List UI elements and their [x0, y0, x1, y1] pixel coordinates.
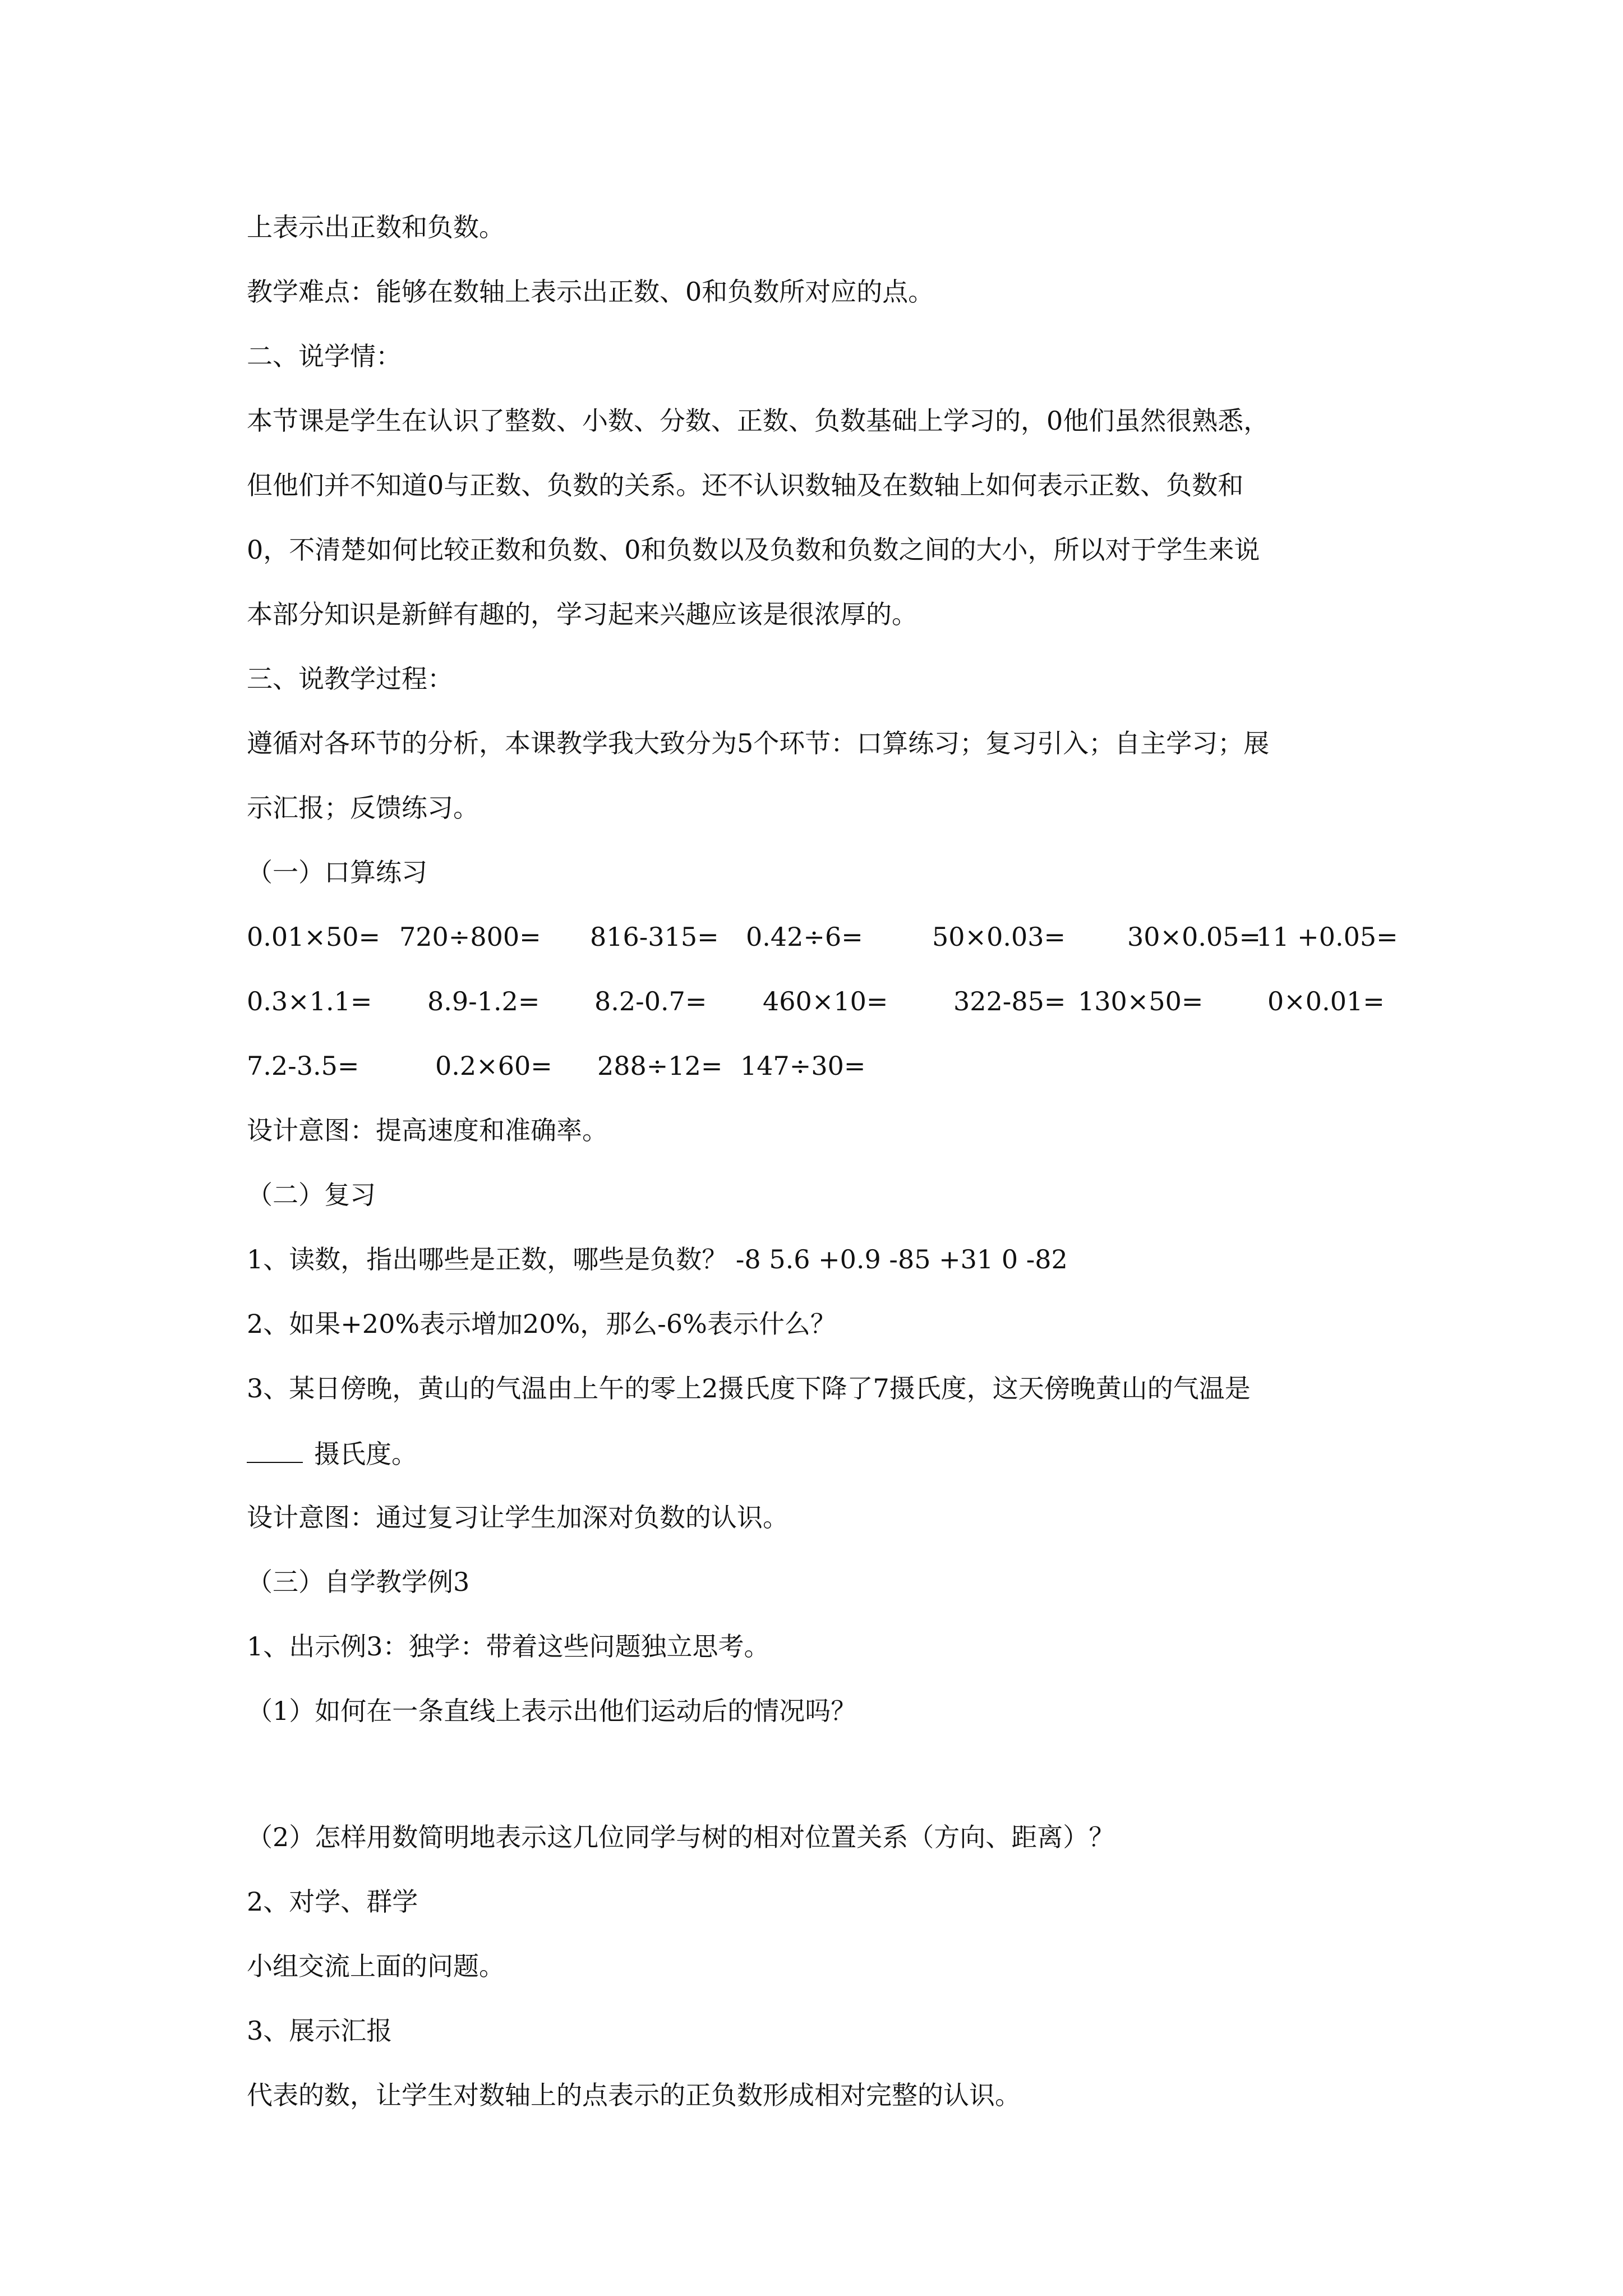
- paragraph: 本节课是学生在认识了整数、小数、分数、正数、负数基础上学习的，0他们虽然很熟悉，: [247, 406, 1270, 436]
- math-item: 0.42÷6=: [746, 922, 863, 952]
- paragraph: 上表示出正数和负数。: [247, 212, 505, 242]
- math-item: 322-85=: [953, 986, 1066, 1016]
- math-item: 0×0.01=: [1267, 986, 1385, 1016]
- paragraph: 3、展示汇报: [247, 2016, 393, 2046]
- math-item: 720÷800=: [399, 922, 541, 952]
- blank-suffix: 摄氏度。: [314, 1439, 417, 1469]
- paragraph: （2）怎样用数简明地表示这几位同学与树的相对位置关系（方向、距离）？: [247, 1822, 1115, 1852]
- math-item: 0.3×1.1=: [247, 986, 372, 1016]
- paragraph: 小组交流上面的问题。: [247, 1951, 505, 1981]
- paragraph: [247, 1436, 417, 1471]
- math-item: 8.2-0.7=: [594, 986, 707, 1016]
- paragraph: 教学难点：能够在数轴上表示出正数、0和负数所对应的点。: [247, 277, 934, 307]
- paragraph: 但他们并不知道0与正数、负数的关系。还不认识数轴及在数轴上如何表示正数、负数和: [247, 470, 1244, 500]
- math-item: 460×10=: [763, 986, 888, 1016]
- math-item: 30×0.05=: [1127, 922, 1261, 952]
- section-heading: 二、说学情：: [247, 341, 402, 371]
- paragraph: 代表的数，让学生对数轴上的点表示的正负数形成相对完整的认识。: [247, 2080, 1021, 2110]
- paragraph: 遵循对各环节的分析，本课教学我大致分为5个环节：口算练习；复习引入；自主学习；展: [247, 728, 1270, 758]
- math-item: 7.2-3.5=: [247, 1051, 359, 1081]
- math-item: 0.2×60=: [435, 1051, 552, 1081]
- math-item: 147÷30=: [740, 1051, 866, 1081]
- paragraph: （1）如何在一条直线上表示出他们运动后的情况吗？: [247, 1696, 857, 1726]
- paragraph: 设计意图：通过复习让学生加深对负数的认识。: [247, 1502, 789, 1533]
- paragraph: 示汇报；反馈练习。: [247, 793, 479, 823]
- paragraph: 1、读数，指出哪些是正数，哪些是负数？ -8 5.6 +0.9 -85 +31 0 -82: [247, 1244, 1068, 1274]
- math-item: 288÷12=: [597, 1051, 723, 1081]
- math-item: 130×50=: [1078, 986, 1204, 1016]
- math-item: 816-315=: [590, 922, 719, 952]
- subsection-heading: （三）自学教学例3: [247, 1567, 470, 1597]
- paragraph: 设计意图：提高速度和准确率。: [247, 1115, 608, 1145]
- fill-in-blank: [247, 1436, 303, 1463]
- paragraph: 2、对学、群学: [247, 1887, 418, 1917]
- paragraph: 2、如果+20%表示增加20%，那么-6%表示什么？: [247, 1309, 836, 1339]
- subsection-heading: （二）复习: [247, 1180, 376, 1210]
- paragraph: 3、某日傍晚，黄山的气温由上午的零上2摄氏度下降了7摄氏度，这天傍晚黄山的气温是: [247, 1373, 1251, 1404]
- paragraph: 1、出示例3：独学：带着这些问题独立思考。: [247, 1631, 770, 1662]
- math-item: 50×0.03=: [932, 922, 1066, 952]
- paragraph: 本部分知识是新鲜有趣的，学习起来兴趣应该是很浓厚的。: [247, 599, 917, 629]
- math-item: 11 +0.05=: [1256, 922, 1398, 952]
- subsection-heading: （一）口算练习: [247, 857, 427, 887]
- paragraph: 0，不清楚如何比较正数和负数、0和负数以及负数和负数之间的大小，所以对于学生来说: [247, 535, 1260, 565]
- math-item: 8.9-1.2=: [427, 986, 540, 1016]
- section-heading: 三、说教学过程：: [247, 664, 453, 694]
- math-item: 0.01×50=: [247, 922, 381, 952]
